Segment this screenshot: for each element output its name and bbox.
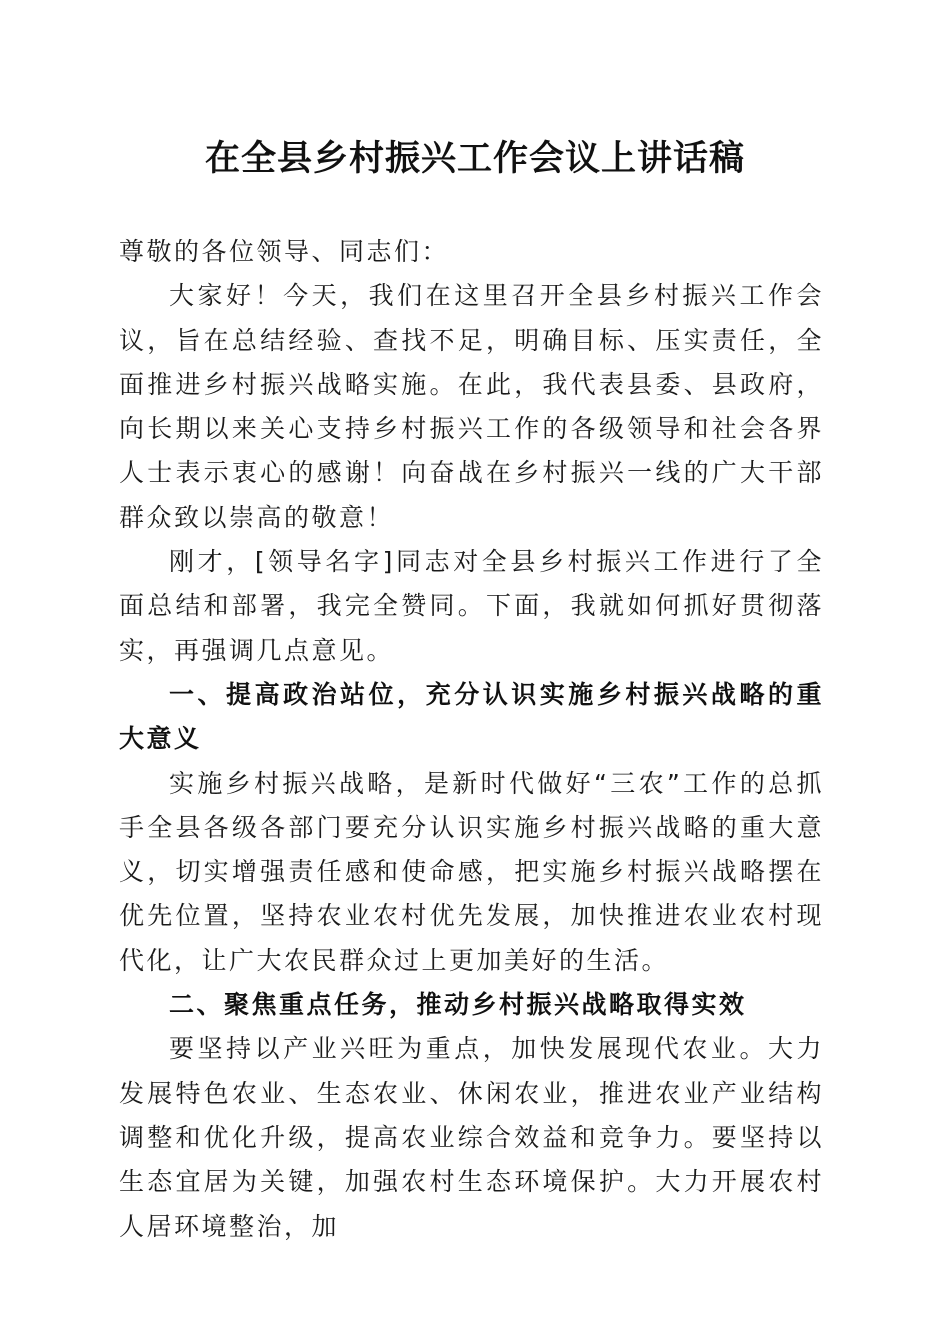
salutation: 尊敬的各位领导、同志们： bbox=[119, 237, 450, 266]
section-heading-1: 一、提高政治站位，充分认识实施乡村振兴战略的重大意义 bbox=[119, 679, 824, 754]
section-text-2: 要坚持以产业兴旺为重点，加快发展现代农业。大力发展特色农业、生态农业、休闲农业，推进农业产业结构调整和优化升级，提高农业综合效益和竞争力。要坚持以生态宜居为关键，加强农村生态环境保护。大力开展农村人居环境整治，加 bbox=[119, 1034, 824, 1241]
paragraph-opening: 大家好！今天，我们在这里召开全县乡村振兴工作会议，旨在总结经验、查找不足，明确目标、压实责任，全面推进乡村振兴战略实施。在此，我代表县委、县政府，向长期以来关心支持乡村振兴工作的各级领导和社会各界人士表示衷心的感谢！向奋战在乡村振兴一线的广大干部群众致以崇高的敬意！ bbox=[119, 281, 824, 532]
section-text-1: 实施乡村振兴战略，是新时代做好“三农”工作的总抓手全县各级各部门要充分认识实施乡村振兴战略的重大意义，切实增强责任感和使命感，把实施乡村振兴战略摆在优先位置，坚持农业农村优先发展，加快推进农业农村现代化，让广大农民群众过上更加美好的生活。 bbox=[119, 768, 824, 975]
document-title: 在全县乡村振兴工作会议上讲话稿 bbox=[204, 138, 745, 179]
paragraph-transition: 刚才，[领导名字]同志对全县乡村振兴工作进行了全面总结和部署，我完全赞同。下面，我就如何抓好贯彻落实，再强调几点意见。 bbox=[119, 547, 824, 665]
section-heading-2: 二、聚焦重点任务，推动乡村振兴战略取得实效 bbox=[169, 990, 747, 1020]
document-body bbox=[119, 230, 824, 1249]
